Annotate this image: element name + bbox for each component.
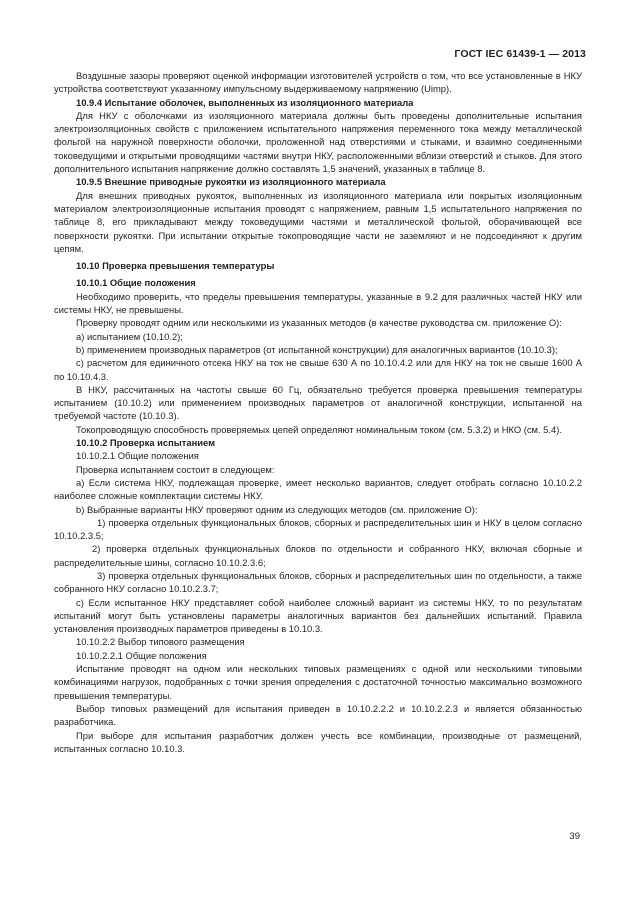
- paragraph: В НКУ, рассчитанных на частоты свыше 60 Гц, обязательно требуется проверка превышения температуры испытанием (10.10.2) или применением производных параметров от аналогичной конструкции, испытанной на требуемой частоте (10.10.3).: [54, 383, 582, 422]
- paragraph: Проверку проводят одним или несколькими из указанных методов (в качестве руководства см. приложение О):: [76, 317, 562, 329]
- subsection-heading: 10.10.1 Общие положения: [76, 277, 196, 289]
- section-heading: 10.9.4 Испытание оболочек, выполненных из изоляционного материала: [76, 96, 414, 108]
- list-item: 3) проверка отдельных функциональных блоков, сборных и распределительных шин по отдельности, а также собранного НКУ согласно 10.10.2.3.7;: [54, 569, 582, 595]
- paragraph: 10.10.2.2.1 Общие положения: [76, 649, 207, 661]
- page-number: 39: [569, 831, 580, 842]
- list-item: b) применением производных параметров (от испытанной конструкции) для аналогичных вариантов (10.10.3);: [76, 343, 558, 355]
- paragraph: 10.10.2.1 Общие положения: [76, 450, 199, 462]
- paragraph: Проверка испытанием состоит в следующем:: [76, 463, 275, 475]
- list-item: a) Если система НКУ, подлежащая проверке, имеет несколько вариантов, следует отобрать согласно 10.10.2.2 наиболее сложные комплектации системы НКУ.: [54, 476, 582, 502]
- list-item: 2) проверка отдельных функциональных блоков по отдельности и собранного НКУ, включая сборные и распределительные шины, согласно 10.10.2.3.6;: [54, 543, 582, 568]
- paragraph: При выборе для испытания разработчик должен учесть все комбинации, производные от размещений, испытанных согласно 10.10.3.: [54, 729, 582, 754]
- paragraph: Для внешних приводных рукояток, выполненных из изоляционного материала или покрытых изоляционным материалом электроизоляционные испытания проводят с напряжением, равным 1,5 испытательного напряжения по таблице 8, его прикладывают между токоведущими частями и металлической фольгой, оборачивающей все поверхности рукоятки. При испытании открытые токопроводящие части не заземляют и не подсоединяют к другим цепям.: [54, 189, 582, 254]
- list-item: c) расчетом для единичного отсека НКУ на ток не свыше 630 А по 10.10.4.2 или для НКУ на ток не свыше 1600 А по 10.10.4.3.: [54, 357, 582, 382]
- paragraph: Токопроводящую способность проверяемых цепей определяют номинальным током (см. 5.3.2) и НКО (см. 5.4).: [76, 423, 562, 435]
- list-item: 1) проверка отдельных функциональных блоков, сборных и распределительных шин и НКУ в целом согласно 10.10.2.3.5;: [54, 516, 582, 542]
- paragraph: Испытание проводят на одном или нескольких типовых размещениях с одной или несколькими типовыми комбинациями нагрузок, подобранных с точки зрения определения с достаточной точностью максимально возможного превышения температуры.: [54, 663, 582, 701]
- paragraph: 10.10.2.2 Выбор типового размещения: [76, 636, 245, 648]
- list-item: c) Если испытанное НКУ представляет собой наиболее сложный вариант из системы НКУ, то по результатам испытаний могут быть установлены параметры аналогичных вариантов без дальнейших испытаний. Правила установления производных параметров приведены в 10.10.3.: [54, 596, 582, 635]
- list-item: a) испытанием (10.10.2);: [76, 330, 183, 342]
- paragraph: Выбор типовых размещений для испытания приведен в 10.10.2.2.2 и 10.10.2.2.3 и является обязанностью разработчика.: [54, 702, 582, 728]
- page-header: ГОСТ IEC 61439-1 — 2013: [454, 48, 586, 60]
- document-body: [54, 69, 582, 755]
- subsection-heading: 10.10.2 Проверка испытанием: [76, 437, 216, 449]
- paragraph: Для НКУ с оболочками из изоляционного материала должны быть проведены дополнительные испытания электроизоляционных свойств с приложением испытательного напряжения переменного тока между металлической фольгой на наружной поверхности оболочки, проложенной над отверстиями и стыками, и взаимно соединенными токоведущими и открытыми проводящими частями внутри НКУ, расположенными вблизи отверстий и стыков. Для этого дополнительного испытания напряжение должно составлять 1,5 значений, указанных в таблице 8.: [54, 109, 582, 175]
- paragraph: Воздушные зазоры проверяют оценкой информации изготовителей устройств о том, что все установленные в НКУ устройства соответствуют указанному импульсному выдерживаемому напряжению (Uimp).: [54, 70, 582, 95]
- section-heading: 10.10 Проверка превышения температуры: [76, 260, 275, 272]
- section-heading: 10.9.5 Внешние приводные рукоятки из изоляционного материала: [76, 176, 386, 188]
- list-item: b) Выбранные варианты НКУ проверяют одним из следующих методов (см. приложение О):: [76, 503, 478, 515]
- paragraph: Необходимо проверить, что пределы превышения температуры, указанные в 9.2 для различных частей НКУ или системы НКУ, не превышены.: [54, 290, 582, 316]
